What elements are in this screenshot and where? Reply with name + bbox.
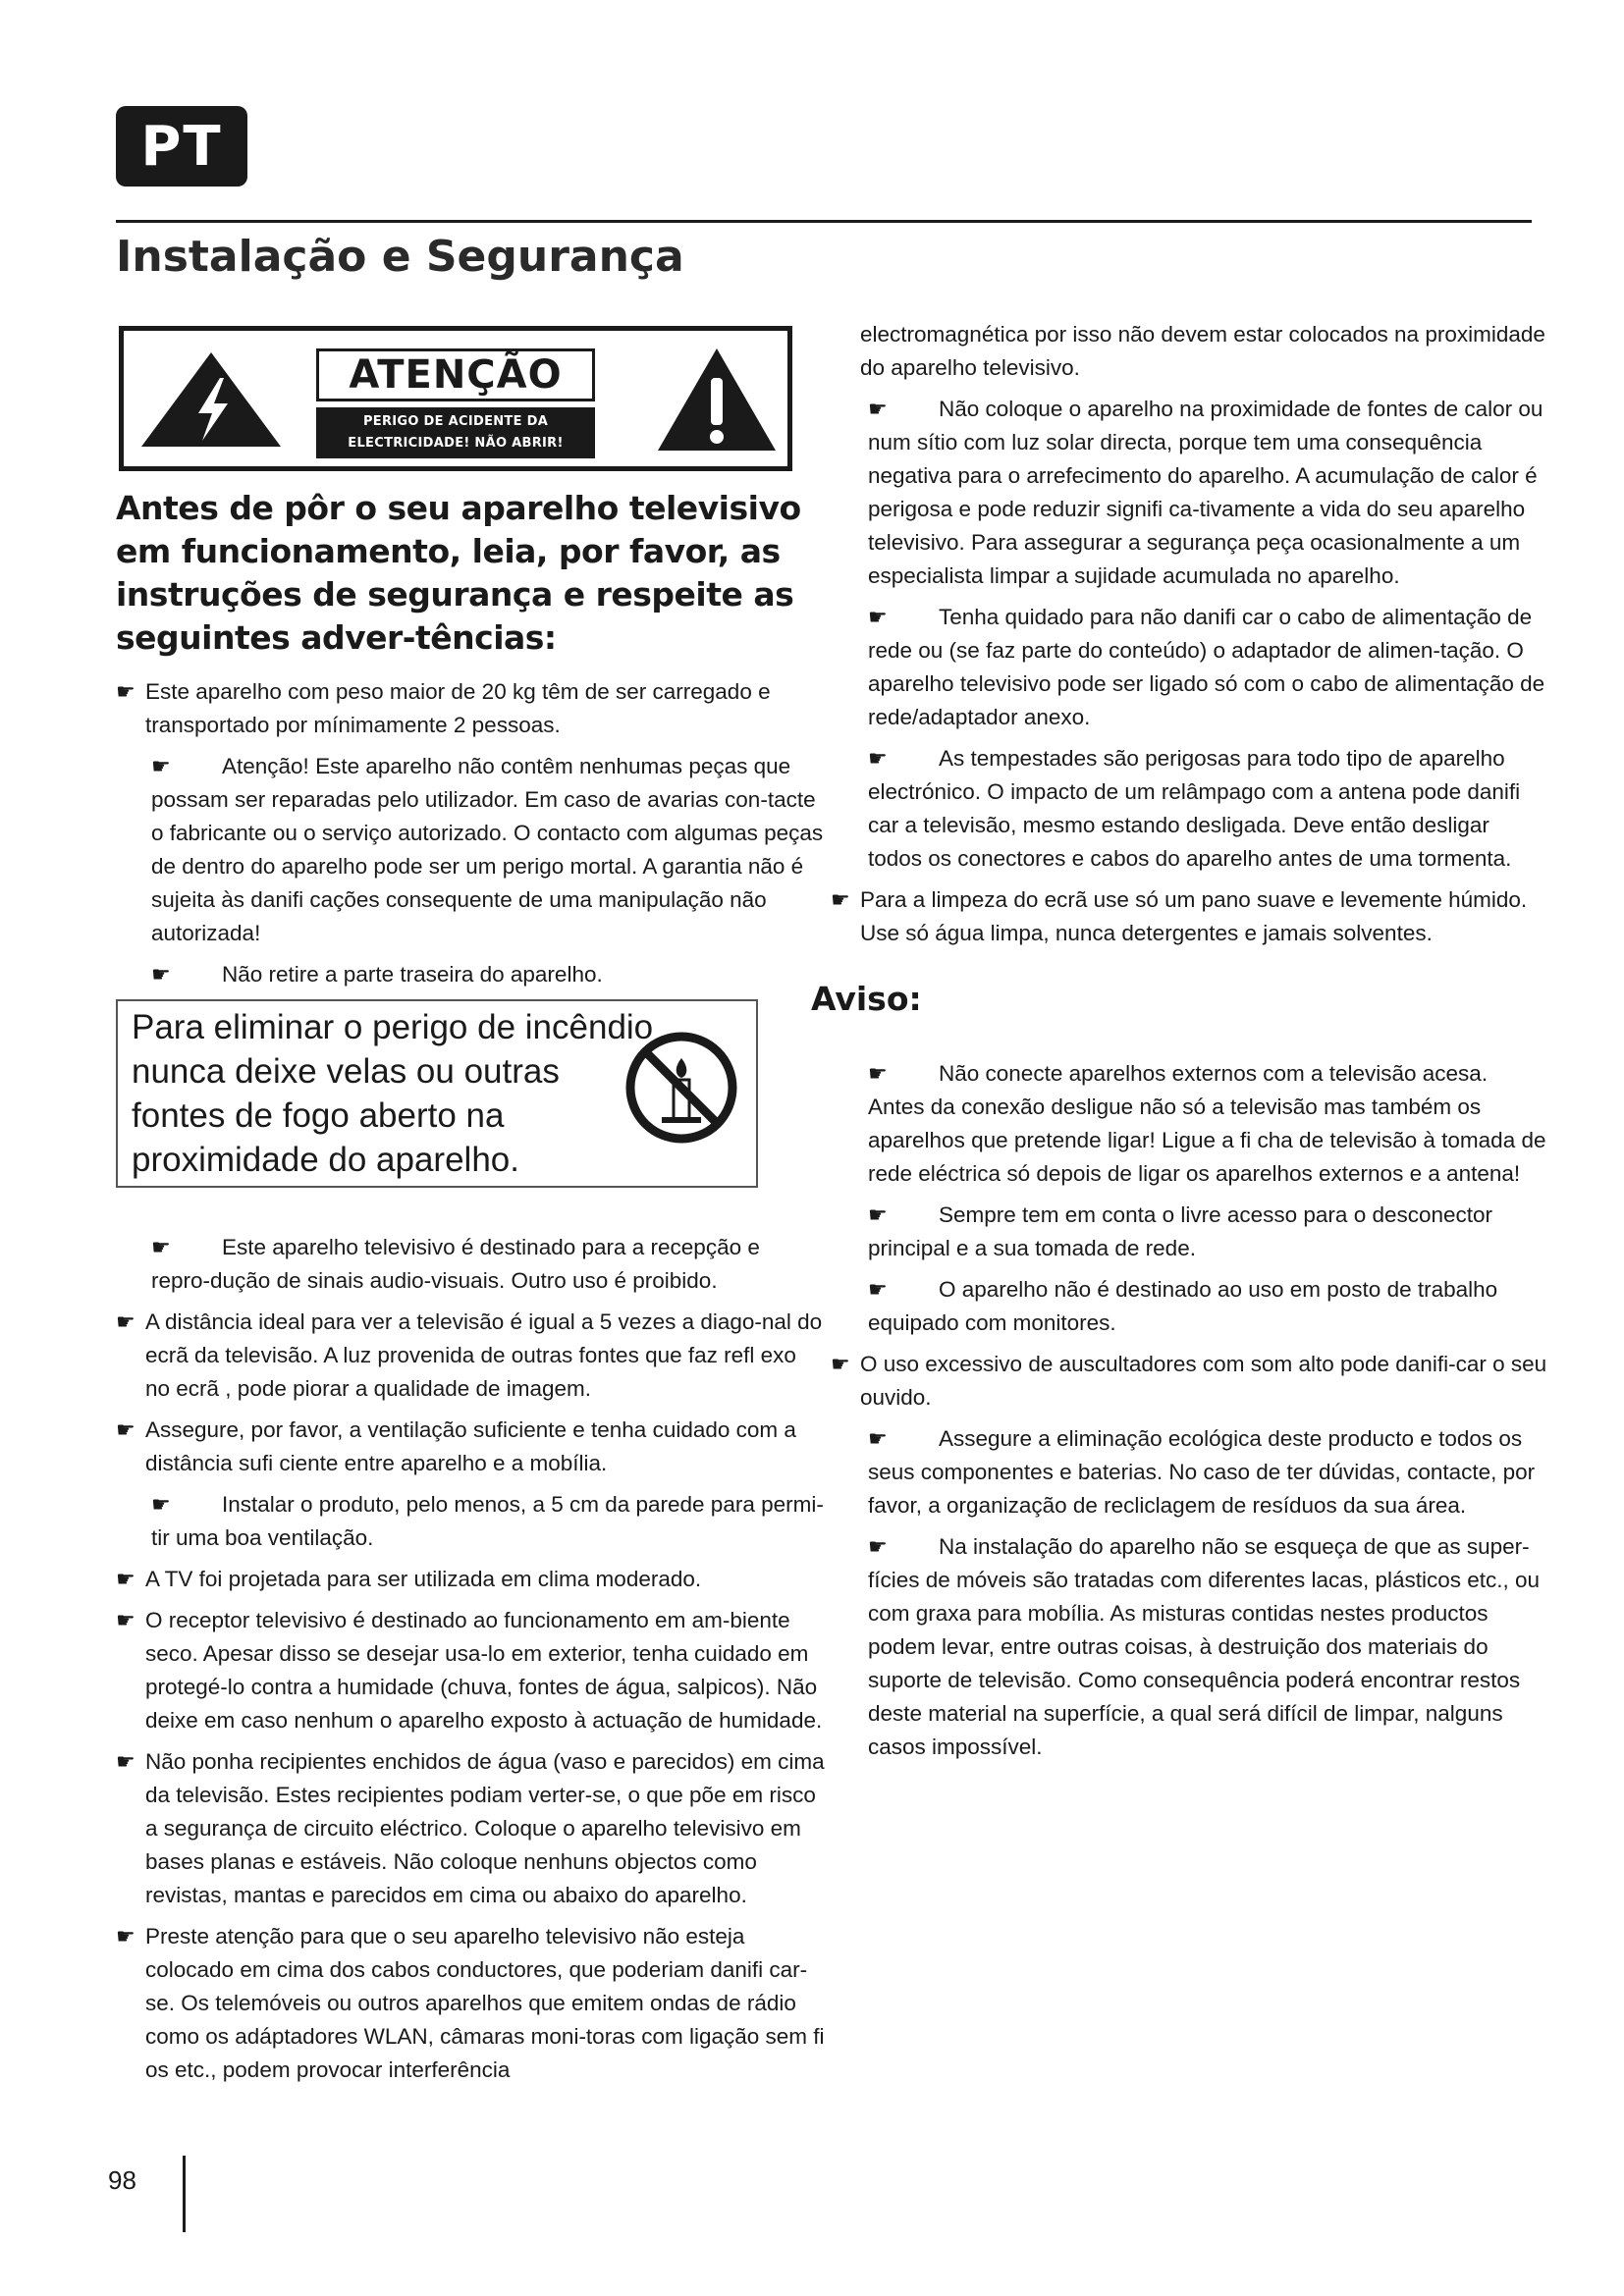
list-item	[116, 1488, 825, 1555]
pointing-hand-icon: ☛	[868, 1061, 888, 1086]
list-item	[116, 1306, 825, 1406]
pointing-hand-icon: ☛	[116, 679, 135, 704]
pointing-hand-icon: ☛	[151, 962, 171, 987]
list-item	[116, 1563, 825, 1596]
paragraph-text: O uso excessivo de auscultadores com som alto pode danifi-car o seu ouvido.	[860, 1352, 1547, 1410]
list-item	[116, 1414, 825, 1480]
pointing-hand-icon: ☛	[868, 746, 888, 771]
exclamation-warning-icon	[654, 345, 780, 454]
right-column	[811, 318, 1547, 1772]
safety-heading: Antes de pôr o seu aparelho televisivo em funcionamento, leia, por favor, as instruções de segurança e respeite as seguintes adver-tências:	[116, 489, 801, 657]
pointing-hand-icon: ☛	[868, 1534, 888, 1559]
list-item	[116, 958, 825, 991]
list-item	[831, 883, 1547, 950]
paragraph-text: Não ponha recipientes enchidos de água (vaso e parecidos) em cima da televisão. Estes recipientes podiam verter-se, o que põe em risco a segurança de circuito eléctrico. Coloque o aparelho televisivo em bases planas e estáveis. Não coloque nenhuns objectos como revistas, mantas e parecidos em cima ou abaixo do aparelho.	[145, 1749, 825, 1907]
pointing-hand-icon: ☛	[831, 887, 850, 912]
list-item	[116, 1231, 825, 1298]
paragraph-text: Instalar o produto, pelo menos, a 5 cm da parede para permi-tir uma boa ventilação.	[151, 1492, 824, 1550]
page-number: 98	[108, 2165, 136, 2195]
list-item	[831, 601, 1547, 734]
list-item	[831, 393, 1547, 593]
paragraph-text: A TV foi projetada para ser utilizada em clima moderado.	[145, 1567, 702, 1591]
header-rule	[116, 220, 1532, 223]
left-column	[116, 675, 825, 2095]
pointing-hand-icon: ☛	[868, 397, 888, 421]
pointing-hand-icon: ☛	[116, 1608, 135, 1632]
list-item	[831, 1422, 1547, 1522]
paragraph-text: A distância ideal para ver a televisão é igual a 5 vezes a diago-nal do ecrã da televisão. A luz provenida de outras fontes que faz refl exo no ecrã , pode piorar a qualidade de imagem.	[145, 1309, 823, 1401]
warning-subtitle-line: PERIGO DE ACIDENTE DA	[362, 414, 549, 429]
list-item	[831, 742, 1547, 876]
list-item	[831, 1273, 1547, 1340]
warning-label	[119, 326, 792, 471]
pointing-hand-icon: ☛	[868, 1426, 888, 1451]
list-item	[831, 1530, 1547, 1764]
page-title: Instalação e Segurança	[116, 232, 684, 282]
paragraph-text: O aparelho não é destinado ao uso em posto de trabalho equipado com monitores.	[868, 1277, 1498, 1335]
pointing-hand-icon: ☛	[868, 605, 888, 629]
paragraph-text: Sempre tem em conta o livre acesso para o desconector principal e a sua tomada de rede.	[868, 1202, 1493, 1260]
paragraph-text: Preste atenção para que o seu aparelho televisivo não esteja colocado em cima dos cabos conductores, que poderiam danifi car-se. Os telemóveis ou outros aparelhos que emitem ondas de rádio como os adáptadores WLAN, câmaras moni-toras com ligação sem fi os etc., podem provocar interferência	[145, 1924, 825, 2082]
pointing-hand-icon: ☛	[868, 1202, 888, 1227]
paragraph-text: Não retire a parte traseira do aparelho.	[222, 962, 603, 987]
list-item	[831, 1348, 1547, 1415]
pointing-hand-icon: ☛	[116, 1749, 135, 1774]
list-item	[831, 1057, 1547, 1191]
paragraph-text: Este aparelho televisivo é destinado para a recepção e repro-dução de sinais audio-visuais. Outro uso é proibido.	[151, 1235, 760, 1293]
paragraph-text: Assegure a eliminação ecológica deste producto e todos os seus componentes e baterias. No caso de ter dúvidas, contacte, por favor, a organização de recliclagem de resíduos da sua área.	[868, 1426, 1536, 1518]
list-item	[116, 1920, 825, 2087]
pointing-hand-icon: ☛	[116, 1924, 135, 1949]
fire-warning-box	[116, 999, 758, 1188]
pointing-hand-icon: ☛	[116, 1417, 135, 1442]
pointing-hand-icon: ☛	[151, 1492, 171, 1517]
pointing-hand-icon: ☛	[151, 754, 171, 778]
list-item	[116, 675, 825, 742]
warning-subtitle-line: ELECTRICIDADE! NÃO ABRIR!	[348, 436, 564, 451]
paragraph-text: Assegure, por favor, a ventilação suficiente e tenha cuidado com a distância sufi ciente entre aparelho e a mobília.	[145, 1417, 796, 1475]
paragraph-text: Não conecte aparelhos externos com a televisão acesa. Antes da conexão desligue não só a televisão mas também os aparelhos que pretende ligar! Ligue a fi cha de televisão à tomada de rede eléctrica só depois de ligar os aparelhos externos e a antena!	[868, 1061, 1546, 1186]
aviso-heading: Aviso:	[811, 980, 922, 1018]
list-item	[116, 1745, 825, 1912]
paragraph-text: As tempestades são perigosas para todo tipo de aparelho electrónico. O impacto de um relâmpago com a antena pode danifi car a televisão, mesmo estando desligada. Deve então desligar todos os conectores e cabos do aparelho antes de uma tormenta.	[868, 746, 1521, 871]
language-badge: PT	[116, 106, 247, 187]
no-open-flame-icon	[623, 1029, 740, 1147]
list-item	[116, 750, 825, 950]
paragraph-text: Para a limpeza do ecrã use só um pano suave e levemente húmido. Use só água limpa, nunca detergentes e jamais solventes.	[860, 887, 1528, 945]
fire-warning-text: Para eliminar o perigo de incêndio nunca deixe velas ou outras fontes de fogo aberto na proximidade do aparelho.	[132, 1008, 654, 1179]
footer-rule	[183, 2156, 186, 2232]
list-item-continued: electromagnética por isso não devem estar colocados na proximidade do aparelho televisivo.	[860, 322, 1545, 380]
electric-shock-icon	[137, 348, 285, 451]
paragraph-text: O receptor televisivo é destinado ao funcionamento em am-biente seco. Apesar disso se desejar usa-lo em exterior, tenha cuidado em protegé-lo contra a humidade (chuva, fontes de água, salpicos). Não deixe em caso nenhum o aparelho exposto à actuação de humidade.	[145, 1608, 823, 1733]
paragraph-text: Este aparelho com peso maior de 20 kg têm de ser carregado e transportado por mínimamente 2 pessoas.	[145, 679, 771, 737]
warning-title: ATENÇÃO	[316, 348, 595, 401]
pointing-hand-icon: ☛	[151, 1235, 171, 1259]
list-item	[831, 1199, 1547, 1265]
pointing-hand-icon: ☛	[116, 1567, 135, 1591]
paragraph-text: Não coloque o aparelho na proximidade de fontes de calor ou num sítio com luz solar directa, porque tem uma consequência negativa para o arrefecimento do aparelho. A acumulação de calor é perigosa e pode reduzir signifi ca-tivamente a vida do seu aparelho televisivo. Para assegurar a segurança peça ocasionalmente a um especialista limpar a sujidade acumulada no aparelho.	[868, 397, 1543, 588]
paragraph-text: Na instalação do aparelho não se esqueça de que as super-fícies de móveis são tratadas com diferentes lacas, plásticos etc., ou com graxa para mobília. As misturas contidas nestes productos podem levar, entre outras coisas, à destruição dos materiais do suporte de televisão. Como consequência poderá encontrar restos deste material na superfície, a qual será difícil de limpar, nalguns casos impossível.	[868, 1534, 1541, 1759]
pointing-hand-icon: ☛	[831, 1352, 850, 1376]
pointing-hand-icon: ☛	[116, 1309, 135, 1334]
pointing-hand-icon: ☛	[868, 1277, 888, 1302]
warning-subtitle	[316, 407, 595, 458]
paragraph-text: Tenha quidado para não danifi car o cabo de alimentação de rede ou (se faz parte do conteúdo) o adaptador de alimen-tação. O aparelho televisivo pode ser ligado só com o cabo de alimentação de rede/adaptador anexo.	[868, 605, 1545, 729]
warning-text-block	[316, 348, 595, 458]
paragraph-text: Atenção! Este aparelho não contêm nenhumas peças que possam ser reparadas pelo utilizador. Em caso de avarias con-tacte o fabricante ou o serviço autorizado. O contacto com algumas peças de dentro do aparelho pode ser um perigo mortal. A garantia não é sujeita às danifi cações consequente de uma manipulação não autorizada!	[151, 754, 824, 945]
list-item	[116, 1604, 825, 1737]
